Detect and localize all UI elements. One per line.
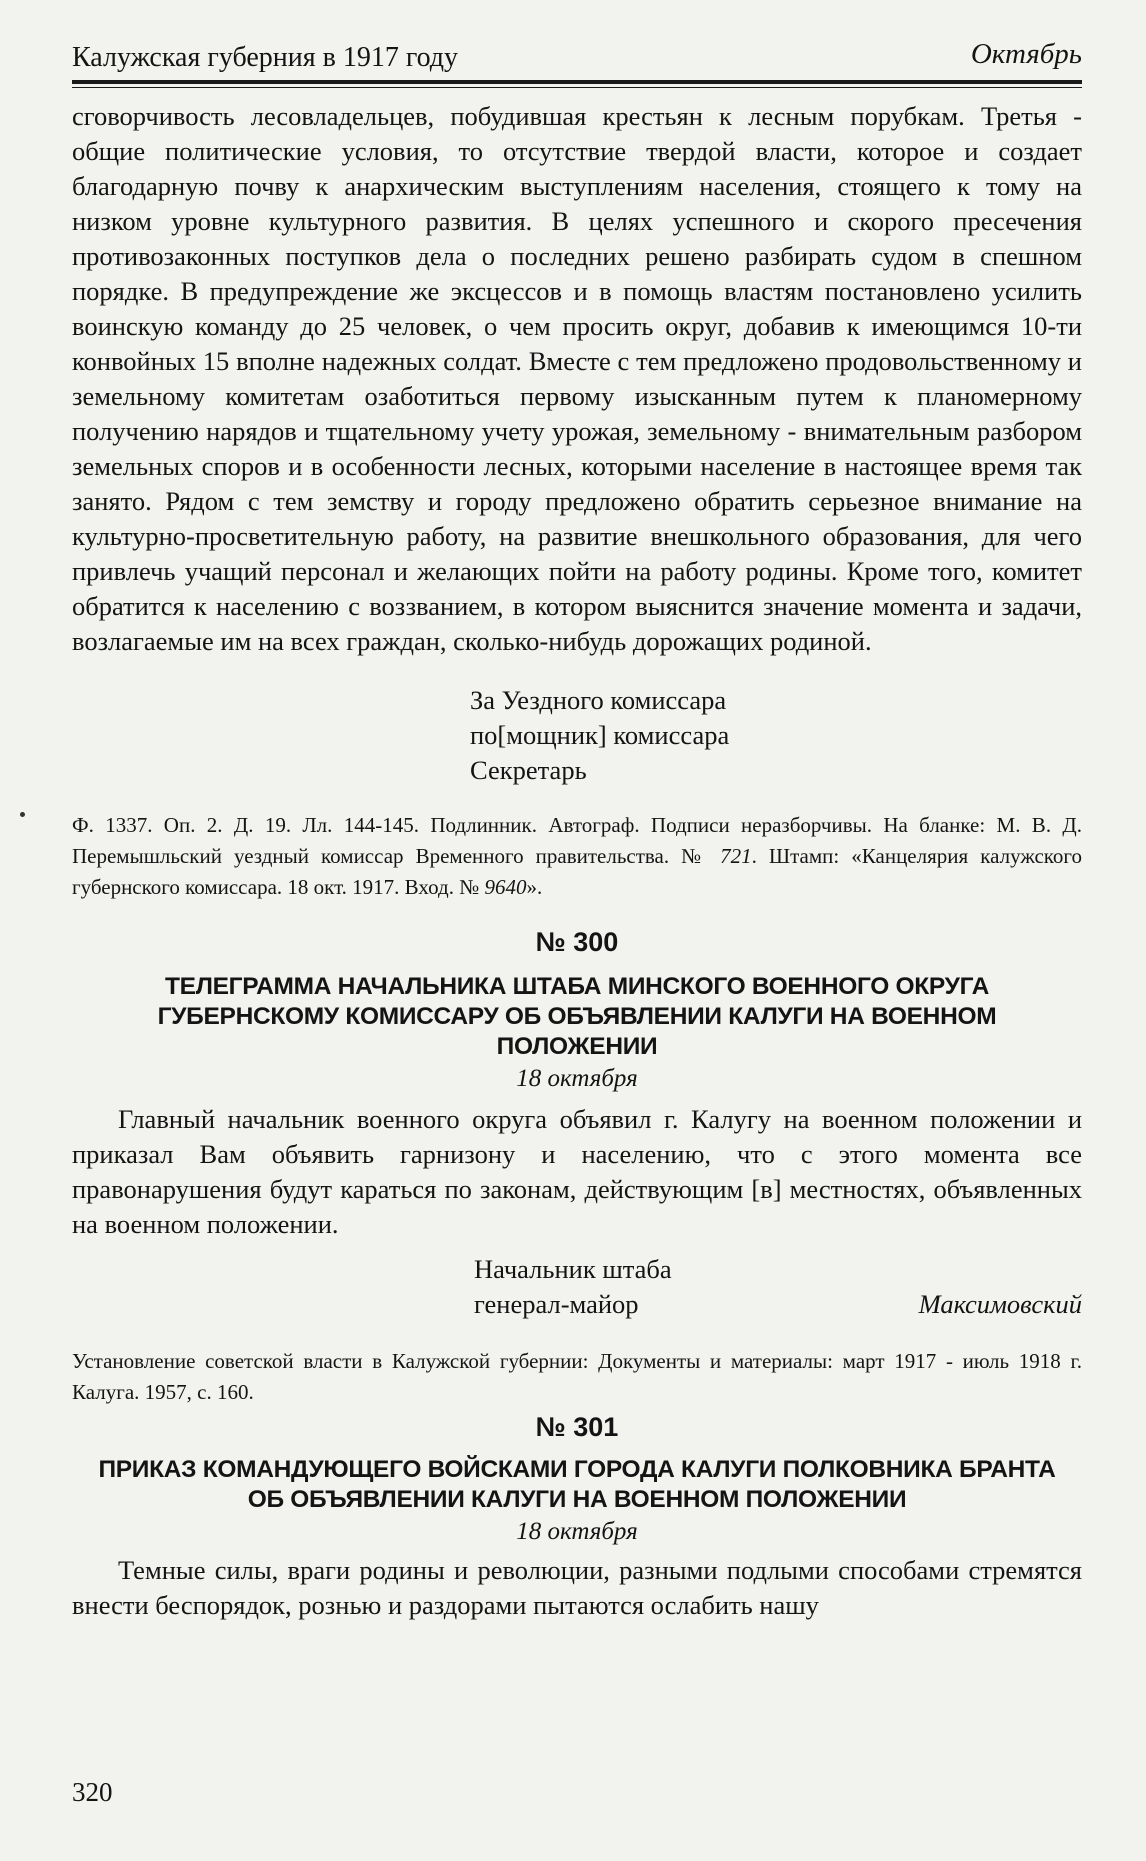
running-header (72, 34, 1082, 78)
page-number: 320 (72, 1777, 113, 1807)
signature-line: За Уездного комиссара (470, 685, 727, 715)
header-rule-thin (72, 87, 1082, 88)
signature-line: Начальник штаба (474, 1254, 672, 1284)
running-header-month: Октябрь (970, 38, 1082, 70)
signature-line: по[мощник] комиссара (470, 720, 730, 750)
source-number: 9640 (484, 875, 527, 899)
doc-prev-source-note (72, 810, 1082, 903)
signature-line: Секретарь (470, 755, 587, 785)
doc-prev-paragraph: сговорчивость лесовладельцев, побудившая крестьян к лесным порубкам. Третья - общие политические условия, то отсутствие твердой власти, которое и создает благодарную почву к анархическим выступлениям населения, стоящего к тому на низком уровне культурного развития. В целях успешного и скорого пресечения противозаконных поступков дела о последних решено разбирать судом в спешном порядке. В предупреждение же эксцессов и в помощь властям постановлено усилить воинскую команду до 25 человек, о чем просить округ, добавив к имеющимся 10-ти конвойных 15 вполне надежных солдат. Вместе с тем предложено продовольственному и земельному комитетам озаботиться первому изысканным путем к планомерному получению нарядов и тщательному учету урожая, земельному - внимательным разбором земельных споров и в особенности лесных, которыми население в настоящее время так занято. Рядом с тем земству и городу предложено обратить серьезное внимание на культурно-просветительную работу, на развитие внешкольного образования, для чего привлечь учащий персонал и желающих пойти на работу родины. Кроме того, комитет обратится к населению с воззванием, в котором выяснится значение момента и задачи, возлагаемые им на всех граждан, сколько-нибудь дорожащих родиной. (72, 101, 1082, 656)
margin-mark (20, 812, 25, 817)
header-rule-thick (72, 80, 1082, 84)
doc-301-text: Темные силы, враги родины и революции, разными подлыми способами стремятся внести беспорядок, рознью и раздорами пытаются ослабить нашу (72, 1555, 1082, 1620)
document-page (72, 34, 1082, 1623)
doc-300-title: ТЕЛЕГРАММА НАЧАЛЬНИКА ШТАБА МИНСКОГО ВОЕННОГО ОКРУГА ГУБЕРНСКОМУ КОМИССАРУ ОБ ОБЪЯВЛЕНИИ КАЛУГИ НА ВОЕННОМ ПОЛОЖЕНИИ (157, 973, 997, 1060)
running-header-title: Калужская губерния в 1917 году (72, 42, 459, 73)
doc-301-date: 18 октября (516, 1518, 638, 1545)
doc-300-number: № 300 (535, 927, 619, 957)
doc-300-date: 18 октября (516, 1065, 638, 1092)
doc-300-text: Главный начальник военного округа объявил г. Калугу на военном положении и приказал Вам объявить гарнизону и населению, что с этого момента все правонарушения будут караться по законам, действующим [в] местностях, объявленных на военном положении. (72, 1104, 1082, 1239)
doc-300-signature (72, 1252, 1082, 1322)
doc-301-number: № 301 (535, 1412, 619, 1442)
signature-line: генерал-майор (474, 1289, 639, 1319)
doc-301-title: ПРИКАЗ КОМАНДУЮЩЕГО ВОЙСКАМИ ГОРОДА КАЛУГИ ПОЛКОВНИКА БРАНТА ОБ ОБЪЯВЛЕНИИ КАЛУГИ НА ВОЕННОМ ПОЛОЖЕНИИ (98, 1456, 1056, 1513)
source-text: Ф. 1337. Оп. 2. Д. 19. Лл. 144-145. Подлинник. Автограф. Подписи неразборчивы. На бланке: М. В. Д. Перемышльский уездный комиссар Временного правительства. № (72, 813, 1082, 868)
doc-300-source-note: Установление советской власти в Калужской губернии: Документы и материалы: март 1917 - июль 1918 г. Калуга. 1957, с. 160. (72, 1349, 1082, 1404)
source-number: 721 (720, 844, 752, 868)
doc-prev-signature (470, 683, 1082, 788)
source-text: . Штамп: «Канцелярия калужского губернского комиссара. 18 окт. 1917. Вход. № (72, 844, 1082, 899)
source-text: ». (526, 875, 543, 899)
signer-name: Максимовский (918, 1289, 1082, 1319)
